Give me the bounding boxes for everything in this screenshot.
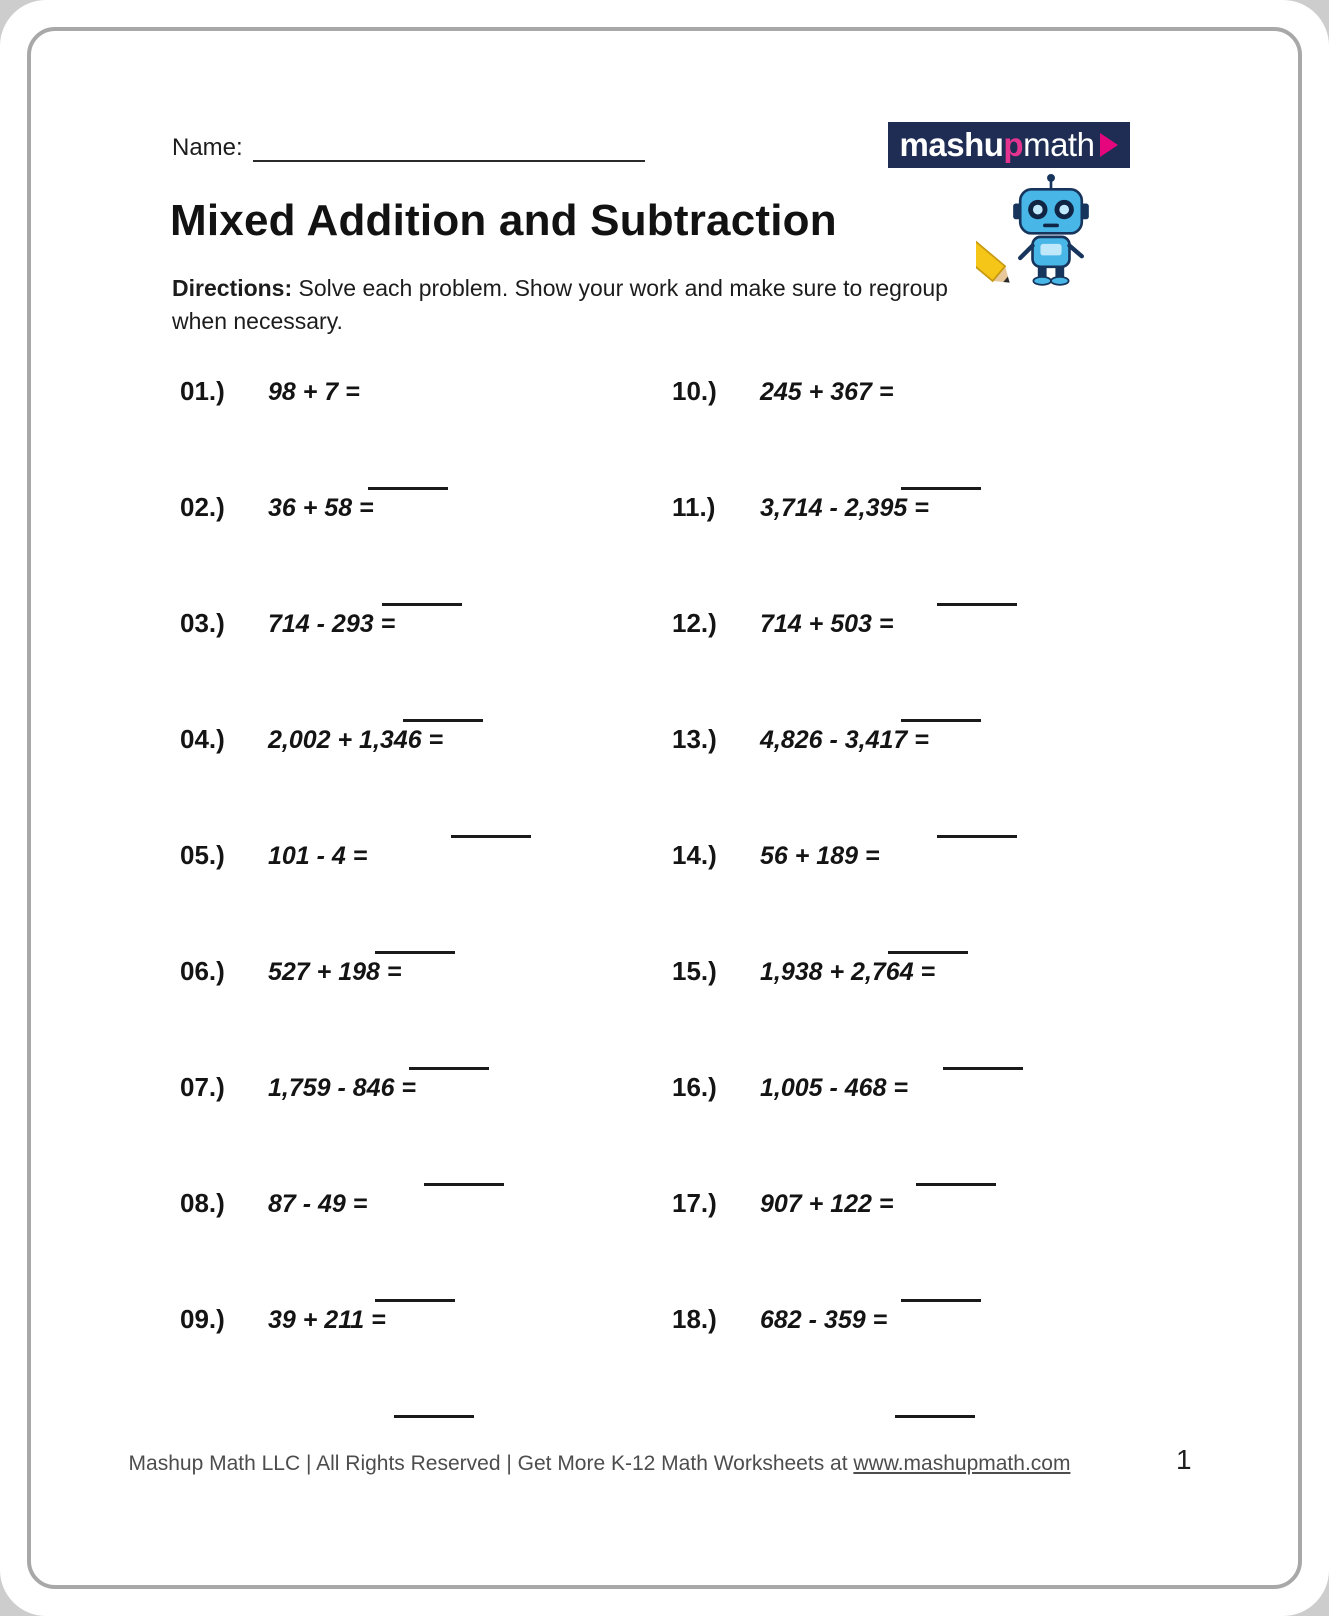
problem-expression: 1,005 - 468 =: [760, 1074, 909, 1102]
problem-row: [180, 608, 672, 724]
answer-blank[interactable]: [409, 1050, 489, 1070]
problem-row: [672, 1072, 1200, 1188]
name-blank-line[interactable]: [253, 136, 645, 162]
problem-expression: 1,938 + 2,764 =: [760, 958, 936, 986]
answer-blank[interactable]: [382, 586, 462, 606]
problem-expression: 714 + 503 =: [760, 610, 894, 638]
problem-number: 05.): [180, 840, 225, 870]
problem-row: [672, 1304, 1200, 1420]
problem-row: [180, 376, 672, 492]
logo-bar: [888, 122, 1130, 168]
problem-expression: 56 + 189 =: [760, 842, 880, 870]
answer-blank[interactable]: [895, 1398, 975, 1418]
problem-expression: 714 - 293 =: [268, 610, 396, 638]
problem-row: [672, 724, 1200, 840]
answer-blank[interactable]: [403, 702, 483, 722]
problem-row: [180, 1072, 672, 1188]
problem-row: [180, 1304, 672, 1420]
problem-row: [672, 956, 1200, 1072]
problem-expression: 2,002 + 1,346 =: [268, 726, 444, 754]
problem-number: 10.): [672, 376, 717, 406]
answer-blank[interactable]: [937, 586, 1017, 606]
answer-blank[interactable]: [424, 1166, 504, 1186]
problem-expression: 36 + 58 =: [268, 494, 374, 522]
footer: [0, 1452, 1199, 1476]
problem-row: [180, 492, 672, 608]
directions-label: Directions:: [172, 275, 293, 301]
problem-expression: 39 + 211 =: [268, 1306, 386, 1334]
directions: [172, 272, 952, 337]
problem-number: 13.): [672, 724, 717, 754]
problem-expression: 98 + 7 =: [268, 378, 360, 406]
problem-number: 03.): [180, 608, 225, 638]
problem-number: 16.): [672, 1072, 717, 1102]
robot-mascot-icon: [976, 170, 1126, 302]
problem-row: [672, 1188, 1200, 1304]
answer-blank[interactable]: [451, 818, 531, 838]
problem-number: 09.): [180, 1304, 225, 1334]
problem-row: [672, 376, 1200, 492]
problem-number: 15.): [672, 956, 717, 986]
problem-number: 02.): [180, 492, 225, 522]
problem-row: [180, 956, 672, 1072]
problem-row: [180, 840, 672, 956]
problem-expression: 527 + 198 =: [268, 958, 402, 986]
problem-row: [672, 492, 1200, 608]
play-icon: [1100, 133, 1118, 157]
problem-expression: 3,714 - 2,395 =: [760, 494, 929, 522]
answer-blank[interactable]: [916, 1166, 996, 1186]
problems-grid: [180, 376, 1200, 1420]
answer-blank[interactable]: [394, 1398, 474, 1418]
problem-row: [180, 724, 672, 840]
logo-text-p: p: [1003, 126, 1024, 163]
logo-text-math: math: [1023, 126, 1095, 163]
logo-text-mashu: mashu: [899, 126, 1004, 163]
problem-expression: 682 - 359 =: [760, 1306, 888, 1334]
problem-row: [672, 840, 1200, 956]
problem-expression: 101 - 4 =: [268, 842, 368, 870]
problem-expression: 1,759 - 846 =: [268, 1074, 417, 1102]
directions-text: Solve each problem. Show your work and make sure to regroup when necessary.: [172, 275, 948, 334]
problem-number: 06.): [180, 956, 225, 986]
answer-blank[interactable]: [375, 934, 455, 954]
answer-blank[interactable]: [901, 702, 981, 722]
problem-number: 07.): [180, 1072, 225, 1102]
problem-number: 12.): [672, 608, 717, 638]
problem-number: 14.): [672, 840, 717, 870]
answer-blank[interactable]: [368, 470, 448, 490]
problem-expression: 87 - 49 =: [268, 1190, 368, 1218]
answer-blank[interactable]: [937, 818, 1017, 838]
page-title: Mixed Addition and Subtraction: [170, 196, 837, 245]
problem-number: 11.): [672, 492, 716, 522]
footer-text: Mashup Math LLC | All Rights Reserved | Get More K-12 Math Worksheets at: [128, 1452, 854, 1475]
page-number: 1: [1176, 1444, 1192, 1475]
problem-expression: 245 + 367 =: [760, 378, 894, 406]
problem-row: [180, 1188, 672, 1304]
problem-number: 08.): [180, 1188, 225, 1218]
problem-number: 01.): [180, 376, 225, 406]
answer-blank[interactable]: [375, 1282, 455, 1302]
answer-blank[interactable]: [943, 1050, 1023, 1070]
answer-blank[interactable]: [901, 1282, 981, 1302]
answer-blank[interactable]: [901, 470, 981, 490]
problem-number: 18.): [672, 1304, 717, 1334]
problem-expression: 4,826 - 3,417 =: [760, 726, 929, 754]
footer-link[interactable]: www.mashupmath.com: [853, 1452, 1071, 1475]
name-row: [172, 134, 645, 162]
problem-expression: 907 + 122 =: [760, 1190, 894, 1218]
problem-number: 17.): [672, 1188, 717, 1218]
name-label: Name:: [172, 134, 243, 161]
answer-blank[interactable]: [888, 934, 968, 954]
problem-row: [672, 608, 1200, 724]
problem-number: 04.): [180, 724, 225, 754]
